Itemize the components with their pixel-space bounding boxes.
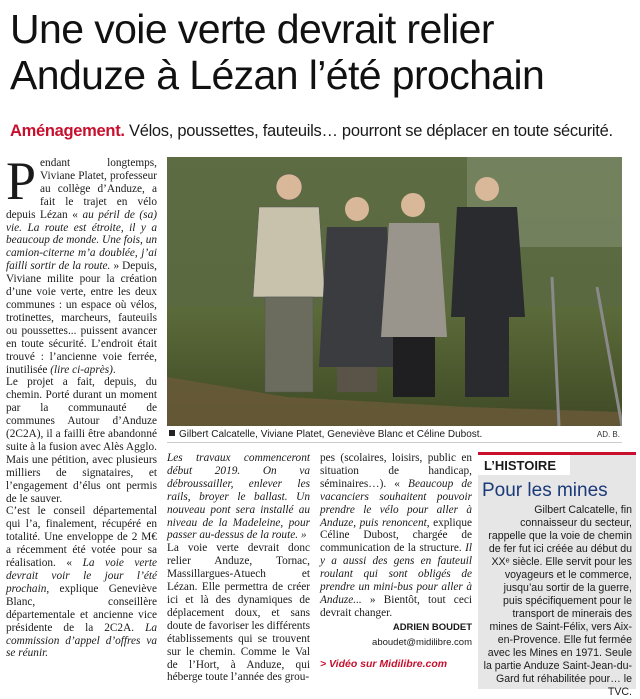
sidebar-title: Pour les mines [482,480,608,501]
paragraph-5: La voie verte devrait donc relier Anduze, Tornac, Massillargues-Atuech et Lézan. Elle permettra de créer ici et là des dynamiques de déplacement doux, et sans doute de favoriser les différents établissements qui se trouvent sur le chemin. Comme le Val de l’Hort, à Anduze, qui héberge toute l’année des grou- [167,542,310,684]
reference-run: (lire ci-après) [50,363,113,376]
quote-run: au péril de (sa) vie. La route est étroite, il y a beaucoup de monde. Une fois, un camion-citerne m’a doublée, j’ai failli sortir de la route. [6,208,157,273]
author-byline: ADRIEN BOUDET [392,621,472,633]
photo-illustration [167,157,622,426]
text-run: endant longtemps, Viviane Platet, professeur au collège d’Anduze, a fait le trajet en vélo depuis Lézan « [6,157,157,221]
square-bullet-icon [169,430,175,436]
text-run: . [112,363,116,376]
quote-run: Beaucoup de vacanciers souhaitent pouvoir prendre le vélo pour aller à Anduze, puis renoncent [320,477,472,529]
text-run: , explique Geneviève Blanc, conseillère départementale et ancienne vice présidente de la 2C2A. [6,582,157,634]
paragraph-2: Le projet a fait, depuis, du chemin. Porté durant un moment par la communauté de communes Autour d’Anduze (2C2A), il a failli être abandonné suite à la fusion avec Alès Agglo. Mais une pétition, avec plusieurs milliers de signataires, et l’engagement d’élus ont permis de le sauver. [6,376,157,505]
headline: Une voie verte devrait relier Anduze à Lézan l’été prochain [10,6,545,98]
history-sidebar [478,452,636,698]
paragraph-3 [6,505,157,660]
article-column-1 [6,151,157,660]
text-run: pes (scolaires, loisirs, public en situation de handicap, séminaires…). « [320,452,472,490]
photo-caption: Gilbert Calcatelle, Viviane Platet, Geneviève Blanc et Céline Dubost. [179,429,483,440]
quote-run: La voie verte devrait voir le jour l’été prochain [6,557,157,595]
article-column-3 [320,452,472,650]
sidebar-body: Gilbert Calcatelle, fin connaisseur du secteur, rappelle que la voie de chemin de fer fut ici créée au début du XXᵉ siècle. Elle servit pour les voyageurs et le commerce, jusqu’au sortir de la guerre, puis spécifiquement pour le transport de minerais des mines de Saint-Félix, vers Aix-en-Provence. Elle fut fermée avec les Mines en 1971. Seule la partie Anduze Saint-Jean-du-Gard fut réhabilitée pour… le TVC. [483,504,632,698]
quote-run: Les travaux commenceront début 2019. On va débroussailler, enlever les rails, broyer le ballast. Un nouveau pont sera installé au niveau de la Madeleine, pour passer au-dessus de la route. » [167,452,310,542]
text-run: » Bientôt, tout ceci devrait changer. [320,593,472,619]
paragraph-1 [6,151,157,376]
paragraph-4 [167,452,310,542]
quote-run: La commission d’appel d’offres va se réunir. [6,621,157,660]
author-email[interactable]: aboudet@midilibre.com [372,636,472,648]
standfirst [10,121,635,141]
article-photo [167,157,622,426]
text-run: , explique Céline Dubost, chargée de communication de la structure. [320,516,472,555]
text-run: C’est le conseil départemental qui l’a, finalement, récupéré en totalité. Une enveloppe de 2 M€ a récemment été votée pour sa réalisation. « [6,505,157,570]
article-column-2 [167,452,310,684]
dropcap: P [6,151,37,211]
text-run: » Depuis, Viviane milite pour la création d’une voie verte, entre les deux communes : un espace où vélos, trotinettes, marcheurs, fauteuils ou poussettes... puissent avancer en toute sécurité. L’endroit était trouvé : l’ancienne voie ferrée, inutilisée [6,260,157,376]
photo-caption-bar [167,428,622,443]
sidebar-header [478,452,636,475]
standfirst-text: Vélos, poussettes, fauteuils… pourront se déplacer en toute sécurité. [128,122,613,140]
paragraph-6 [320,452,472,620]
photo-credit: AD. B. [596,430,620,439]
quote-run: Il y a aussi des gens en fauteuil roulant qui sont obligés de prendre un mini-bus pour aller à Anduze... [320,542,472,606]
standfirst-kicker: Aménagement. [10,122,125,140]
sidebar-header-label: L’HISTOIRE [478,455,570,475]
video-link[interactable]: > Vidéo sur Midilibre.com [320,658,448,670]
